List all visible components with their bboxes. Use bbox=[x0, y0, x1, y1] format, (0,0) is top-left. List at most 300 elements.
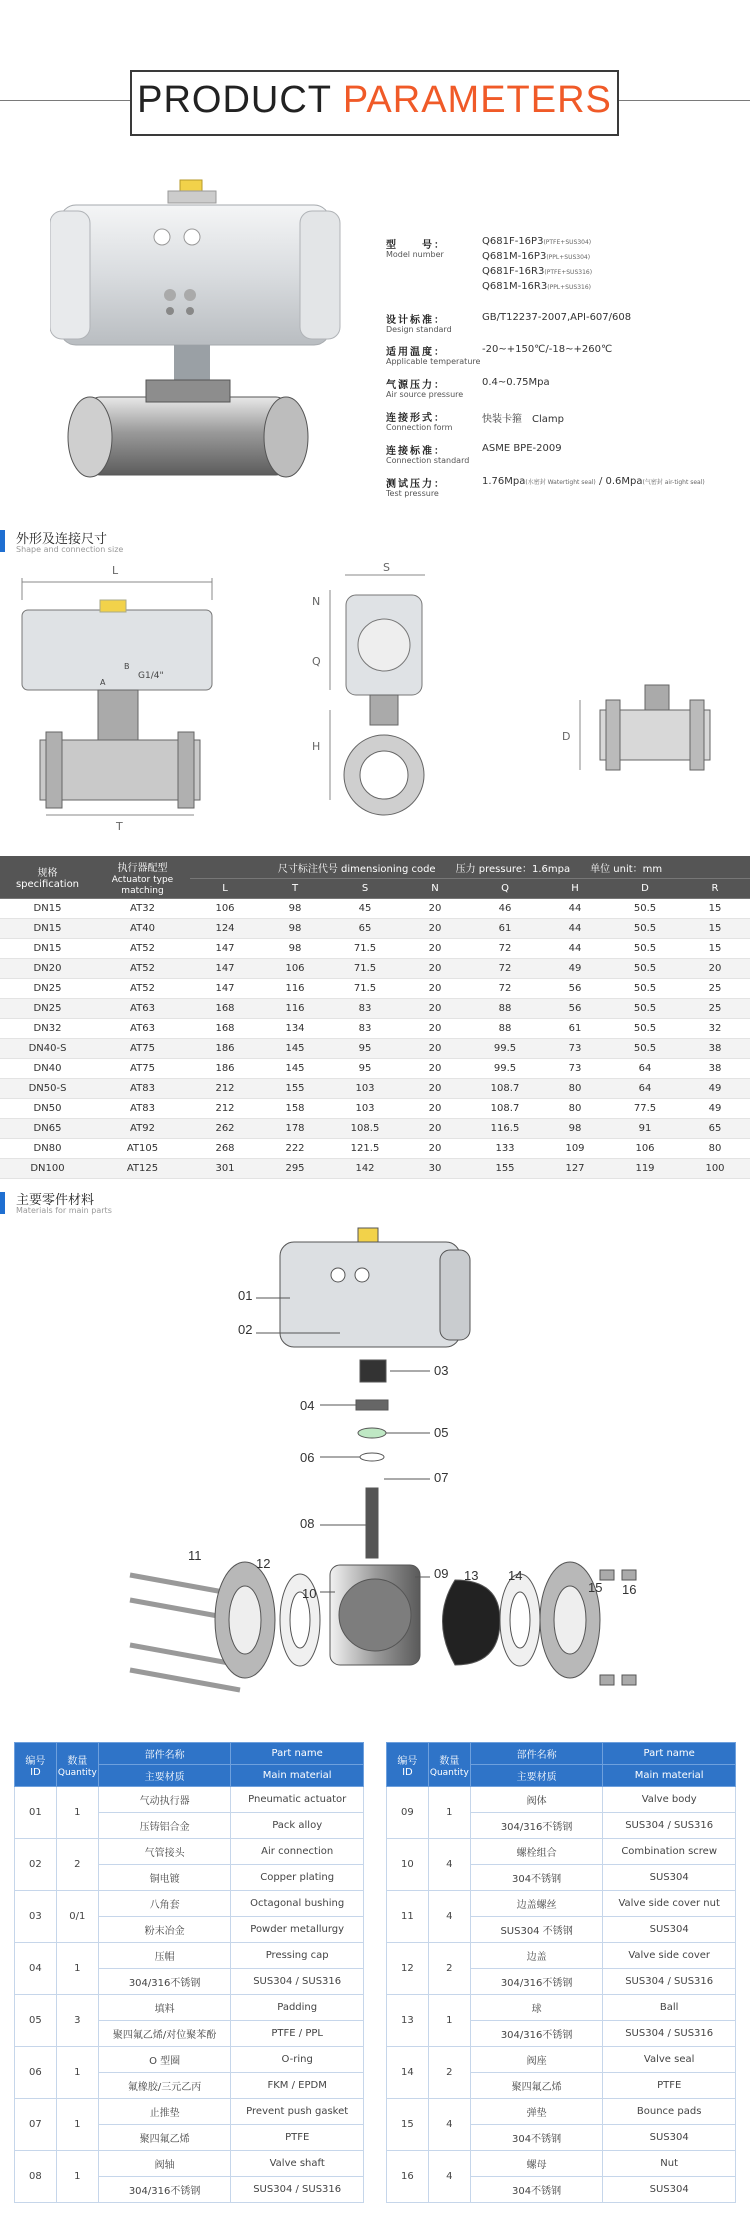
col-header-dim: N bbox=[400, 879, 470, 899]
table-row bbox=[0, 1039, 750, 1059]
dim-label-N: N bbox=[312, 595, 321, 608]
table-cell: 49 bbox=[680, 1079, 750, 1099]
table-cell: 124 bbox=[190, 919, 260, 939]
col-header-dim: L bbox=[190, 879, 260, 899]
table-cell: 95 bbox=[330, 1059, 400, 1079]
actuator-body bbox=[60, 205, 330, 345]
part-number-label: 12 bbox=[256, 1556, 271, 1571]
table-cell: DN15 bbox=[0, 939, 95, 959]
col-header-dim: H bbox=[540, 879, 610, 899]
parts-cell-mat-cn: 聚四氟乙烯 bbox=[98, 2125, 231, 2151]
parts-cell-name-en: Octagonal bushing bbox=[231, 1891, 364, 1917]
parts-cell-name-cn: 阀座 bbox=[470, 2047, 603, 2073]
table-cell: 50.5 bbox=[610, 1039, 680, 1059]
parts-cell-qty: 1 bbox=[56, 2151, 98, 2203]
parts-cell-name-en: Valve seal bbox=[603, 2047, 736, 2073]
parts-cell-mat-en: SUS304 bbox=[603, 1917, 736, 1943]
table-cell: 65 bbox=[330, 919, 400, 939]
parts-header-qty: 数量 Quantity bbox=[428, 1743, 470, 1787]
parts-cell-name-en: Pressing cap bbox=[231, 1943, 364, 1969]
table-cell: 99.5 bbox=[470, 1059, 540, 1079]
header-dimensioning-code: 尺寸标注代号 dimensioning code 压力 pressure：1.6mpa 单位 unit：mm bbox=[190, 856, 750, 879]
dim-label-Q: Q bbox=[312, 655, 321, 668]
param-value-model-1: Q681F-16P3(PTFE+SUS304) bbox=[482, 236, 592, 247]
part-number-label: 01 bbox=[238, 1288, 253, 1303]
parts-row bbox=[387, 1995, 736, 2021]
parts-cell-mat-cn: 压铸铝合金 bbox=[98, 1813, 231, 1839]
parts-header-qty: 数量 Quantity bbox=[56, 1743, 98, 1787]
table-cell: 116.5 bbox=[470, 1119, 540, 1139]
table-cell: DN25 bbox=[0, 999, 95, 1019]
table-cell: 142 bbox=[330, 1159, 400, 1179]
parts-header-mat-en: Main material bbox=[231, 1765, 364, 1787]
parts-cell-mat-cn: 氟橡胶/三元乙丙 bbox=[98, 2073, 231, 2099]
table-cell: 61 bbox=[470, 919, 540, 939]
parts-row bbox=[15, 1943, 364, 1969]
table-row bbox=[0, 899, 750, 919]
parts-cell-name-cn: 气动执行器 bbox=[98, 1787, 231, 1813]
table-cell: 301 bbox=[190, 1159, 260, 1179]
table-cell: 50.5 bbox=[610, 939, 680, 959]
parts-cell-mat-en: SUS304 bbox=[603, 2177, 736, 2203]
table-cell: AT52 bbox=[95, 979, 190, 999]
table-cell: 103 bbox=[330, 1079, 400, 1099]
param-label-temperature: 适用温度： bbox=[386, 347, 446, 358]
table-cell: 108.5 bbox=[330, 1119, 400, 1139]
parts-header-mat-en: Main material bbox=[603, 1765, 736, 1787]
parts-cell-mat-en: SUS304 / SUS316 bbox=[231, 2177, 364, 2203]
header-title-box bbox=[130, 70, 619, 136]
parts-cell-mat-en: FKM / EPDM bbox=[231, 2073, 364, 2099]
table-cell: 15 bbox=[680, 899, 750, 919]
table-cell: AT125 bbox=[95, 1159, 190, 1179]
table-cell: 88 bbox=[470, 1019, 540, 1039]
parts-cell-mat-en: Pack alloy bbox=[231, 1813, 364, 1839]
table-cell: 178 bbox=[260, 1119, 330, 1139]
table-cell: 32 bbox=[680, 1019, 750, 1039]
table-cell: 134 bbox=[260, 1019, 330, 1039]
table-cell: 95 bbox=[330, 1039, 400, 1059]
parts-cell-id: 16 bbox=[387, 2151, 429, 2203]
table-cell: DN15 bbox=[0, 899, 95, 919]
table-cell: 20 bbox=[400, 1099, 470, 1119]
table-cell: 20 bbox=[400, 1079, 470, 1099]
parts-cell-name-cn: 螺母 bbox=[470, 2151, 603, 2177]
parts-cell-mat-en: SUS304 / SUS316 bbox=[603, 2021, 736, 2047]
table-cell: 72 bbox=[470, 959, 540, 979]
table-cell: 99.5 bbox=[470, 1039, 540, 1059]
table-row bbox=[0, 979, 750, 999]
table-cell: 108.7 bbox=[470, 1079, 540, 1099]
table-cell: 20 bbox=[400, 919, 470, 939]
col-header-dim: T bbox=[260, 879, 330, 899]
parts-cell-mat-en: Copper plating bbox=[231, 1865, 364, 1891]
param-value-air: 0.4~0.75Mpa bbox=[482, 377, 550, 388]
table-cell: 106 bbox=[190, 899, 260, 919]
table-cell: 20 bbox=[400, 999, 470, 1019]
table-cell: DN40-S bbox=[0, 1039, 95, 1059]
parts-cell-qty: 2 bbox=[428, 2047, 470, 2099]
table-row bbox=[0, 1159, 750, 1179]
table-cell: 45 bbox=[330, 899, 400, 919]
table-cell: 72 bbox=[470, 939, 540, 959]
table-cell: 106 bbox=[610, 1139, 680, 1159]
parts-header-id: 编号 ID bbox=[387, 1743, 429, 1787]
parts-cell-name-cn: 弹垫 bbox=[470, 2099, 603, 2125]
param-sub-standard: Connection standard bbox=[386, 456, 470, 465]
parts-cell-name-cn: 边盖 bbox=[470, 1943, 603, 1969]
table-cell: 73 bbox=[540, 1059, 610, 1079]
part-number-label: 13 bbox=[464, 1568, 479, 1583]
part-number-label: 10 bbox=[302, 1586, 317, 1601]
parts-cell-id: 15 bbox=[387, 2099, 429, 2151]
table-cell: 116 bbox=[260, 979, 330, 999]
parts-row bbox=[387, 2099, 736, 2125]
parts-cell-id: 09 bbox=[387, 1787, 429, 1839]
col-header-spec: 规格 specification bbox=[0, 856, 95, 899]
table-row bbox=[0, 1099, 750, 1119]
part-number-label: 07 bbox=[434, 1470, 449, 1485]
exploded-view bbox=[0, 1220, 750, 1725]
param-sub-model: Model number bbox=[386, 250, 444, 259]
parts-cell-qty: 4 bbox=[428, 1891, 470, 1943]
table-cell: 80 bbox=[540, 1079, 610, 1099]
parts-row bbox=[15, 2151, 364, 2177]
table-cell: 49 bbox=[540, 959, 610, 979]
parts-row bbox=[15, 1891, 364, 1917]
parts-row bbox=[387, 1839, 736, 1865]
part-number-label: 02 bbox=[238, 1322, 253, 1337]
parts-cell-name-en: Valve shaft bbox=[231, 2151, 364, 2177]
table-row bbox=[0, 1059, 750, 1079]
parts-cell-mat-cn: 304/316不锈钢 bbox=[470, 1813, 603, 1839]
parts-cell-name-en: O-ring bbox=[231, 2047, 364, 2073]
table-cell: AT83 bbox=[95, 1099, 190, 1119]
parts-cell-mat-en: PTFE bbox=[231, 2125, 364, 2151]
table-cell: 50.5 bbox=[610, 1019, 680, 1039]
table-cell: AT63 bbox=[95, 1019, 190, 1039]
parts-cell-name-cn: 阀体 bbox=[470, 1787, 603, 1813]
parts-cell-id: 01 bbox=[15, 1787, 57, 1839]
param-value-model-2: Q681M-16P3(PPL+SUS304) bbox=[482, 251, 591, 262]
parts-cell-qty: 2 bbox=[56, 1839, 98, 1891]
table-cell: 44 bbox=[540, 899, 610, 919]
param-sub-temperature: Applicable temperature bbox=[386, 357, 481, 366]
table-cell: 15 bbox=[680, 939, 750, 959]
param-label-standard: 连接标准： bbox=[386, 446, 446, 457]
table-cell: 103 bbox=[330, 1099, 400, 1119]
param-label-air: 气源压力： bbox=[386, 380, 446, 391]
parts-header-name-cn: 部件名称 bbox=[470, 1743, 603, 1765]
parts-cell-mat-cn: SUS304 不锈钢 bbox=[470, 1917, 603, 1943]
parts-cell-qty: 1 bbox=[56, 2047, 98, 2099]
param-value-model-3: Q681F-16R3(PTFE+SUS316) bbox=[482, 266, 593, 277]
table-cell: 56 bbox=[540, 979, 610, 999]
parts-cell-qty: 4 bbox=[428, 2099, 470, 2151]
parts-cell-name-cn: 边盖螺丝 bbox=[470, 1891, 603, 1917]
table-row bbox=[0, 1139, 750, 1159]
parts-cell-mat-en: SUS304 / SUS316 bbox=[603, 1813, 736, 1839]
table-row bbox=[0, 999, 750, 1019]
parts-row bbox=[387, 1787, 736, 1813]
parts-cell-name-cn: 球 bbox=[470, 1995, 603, 2021]
table-cell: 145 bbox=[260, 1039, 330, 1059]
parts-cell-id: 08 bbox=[15, 2151, 57, 2203]
table-cell: DN32 bbox=[0, 1019, 95, 1039]
part-number-label: 08 bbox=[300, 1516, 315, 1531]
table-cell: 186 bbox=[190, 1059, 260, 1079]
section-subtitle-materials: Materials for main parts bbox=[16, 1206, 112, 1215]
parts-row bbox=[387, 1943, 736, 1969]
parts-row bbox=[15, 1787, 364, 1813]
parts-cell-name-en: Combination screw bbox=[603, 1839, 736, 1865]
parts-cell-id: 04 bbox=[15, 1943, 57, 1995]
table-cell: 73 bbox=[540, 1039, 610, 1059]
table-cell: AT75 bbox=[95, 1039, 190, 1059]
table-cell: 46 bbox=[470, 899, 540, 919]
parts-cell-mat-en: SUS304 / SUS316 bbox=[603, 1969, 736, 1995]
table-cell: 145 bbox=[260, 1059, 330, 1079]
table-cell: 80 bbox=[540, 1099, 610, 1119]
part-number-label: 03 bbox=[434, 1363, 449, 1378]
table-cell: 20 bbox=[400, 899, 470, 919]
parts-cell-mat-en: SUS304 / SUS316 bbox=[231, 1969, 364, 1995]
table-cell: 80 bbox=[680, 1139, 750, 1159]
parts-cell-mat-cn: 粉末冶金 bbox=[98, 1917, 231, 1943]
part-number-label: 04 bbox=[300, 1398, 315, 1413]
table-cell: 64 bbox=[610, 1079, 680, 1099]
table-row bbox=[0, 1119, 750, 1139]
table-cell: 50.5 bbox=[610, 999, 680, 1019]
table-cell: 56 bbox=[540, 999, 610, 1019]
table-cell: 50.5 bbox=[610, 919, 680, 939]
parts-cell-name-cn: 填料 bbox=[98, 1995, 231, 2021]
part-number-label: 05 bbox=[434, 1425, 449, 1440]
param-value-temperature: -20~+150℃/-18~+260℃ bbox=[482, 344, 613, 355]
table-cell: 61 bbox=[540, 1019, 610, 1039]
parts-cell-mat-en: SUS304 bbox=[603, 2125, 736, 2151]
parts-header-mat-cn: 主要材质 bbox=[98, 1765, 231, 1787]
parts-cell-id: 06 bbox=[15, 2047, 57, 2099]
parts-cell-qty: 3 bbox=[56, 1995, 98, 2047]
table-cell: 222 bbox=[260, 1139, 330, 1159]
dimension-table bbox=[0, 856, 750, 1179]
table-cell: 108.7 bbox=[470, 1099, 540, 1119]
parts-cell-mat-cn: 304不锈钢 bbox=[470, 2177, 603, 2203]
table-cell: 109 bbox=[540, 1139, 610, 1159]
table-row bbox=[0, 1019, 750, 1039]
table-cell: 20 bbox=[400, 939, 470, 959]
table-cell: 20 bbox=[400, 1019, 470, 1039]
parts-cell-qty: 2 bbox=[428, 1943, 470, 1995]
parts-cell-mat-cn: 304/316不锈钢 bbox=[470, 1969, 603, 1995]
col-header-dim: D bbox=[610, 879, 680, 899]
table-cell: 147 bbox=[190, 959, 260, 979]
param-sub-air: Air source pressure bbox=[386, 390, 464, 399]
table-cell: 168 bbox=[190, 1019, 260, 1039]
parts-row bbox=[387, 2047, 736, 2073]
parts-cell-name-en: Ball bbox=[603, 1995, 736, 2021]
parts-cell-id: 14 bbox=[387, 2047, 429, 2099]
table-cell: 72 bbox=[470, 979, 540, 999]
parts-row bbox=[15, 2099, 364, 2125]
parts-cell-mat-cn: 304/316不锈钢 bbox=[470, 2021, 603, 2047]
table-cell: 30 bbox=[400, 1159, 470, 1179]
section-title-shape: 外形及连接尺寸 bbox=[16, 532, 108, 547]
param-label-test: 测试压力： bbox=[386, 479, 446, 490]
table-cell: 83 bbox=[330, 999, 400, 1019]
parts-cell-id: 05 bbox=[15, 1995, 57, 2047]
table-cell: DN50-S bbox=[0, 1079, 95, 1099]
title-word-product: PRODUCT bbox=[137, 79, 332, 121]
table-cell: AT52 bbox=[95, 959, 190, 979]
parts-cell-mat-cn: 铜电镀 bbox=[98, 1865, 231, 1891]
parts-cell-id: 10 bbox=[387, 1839, 429, 1891]
parts-cell-qty: 4 bbox=[428, 1839, 470, 1891]
param-sub-design: Design standard bbox=[386, 325, 452, 334]
table-cell: 133 bbox=[470, 1139, 540, 1159]
table-cell: 155 bbox=[260, 1079, 330, 1099]
parts-cell-mat-cn: 304/316不锈钢 bbox=[98, 2177, 231, 2203]
param-value-connection: 快装卡箍 Clamp bbox=[482, 414, 564, 425]
table-cell: 127 bbox=[540, 1159, 610, 1179]
table-cell: 25 bbox=[680, 999, 750, 1019]
table-row bbox=[0, 919, 750, 939]
table-cell: AT83 bbox=[95, 1079, 190, 1099]
parts-cell-mat-en: SUS304 bbox=[603, 1865, 736, 1891]
parts-cell-name-en: Air connection bbox=[231, 1839, 364, 1865]
part-number-label: 14 bbox=[508, 1568, 523, 1583]
port-b-label: B bbox=[124, 662, 130, 671]
col-header-dim: S bbox=[330, 879, 400, 899]
table-cell: 121.5 bbox=[330, 1139, 400, 1159]
parts-header-name-en: Part name bbox=[231, 1743, 364, 1765]
table-cell: 116 bbox=[260, 999, 330, 1019]
section-subtitle-shape: Shape and connection size bbox=[16, 545, 124, 554]
table-cell: 20 bbox=[400, 1039, 470, 1059]
parts-cell-qty: 0/1 bbox=[56, 1891, 98, 1943]
param-label-connection: 连接形式： bbox=[386, 413, 446, 424]
param-value-standard: ASME BPE-2009 bbox=[482, 443, 562, 454]
table-cell: 88 bbox=[470, 999, 540, 1019]
dim-label-T: T bbox=[116, 820, 123, 833]
table-row bbox=[0, 1079, 750, 1099]
table-cell: AT75 bbox=[95, 1059, 190, 1079]
table-cell: 50.5 bbox=[610, 959, 680, 979]
table-cell: 44 bbox=[540, 939, 610, 959]
parts-cell-qty: 1 bbox=[428, 1995, 470, 2047]
param-value-design: GB/T12237-2007,API-607/608 bbox=[482, 312, 632, 323]
table-cell: 25 bbox=[680, 979, 750, 999]
dim-label-H: H bbox=[312, 740, 321, 753]
table-cell: 65 bbox=[680, 1119, 750, 1139]
table-cell: 49 bbox=[680, 1099, 750, 1119]
col-header-actuator: 执行器配型 Actuator type matching bbox=[95, 856, 190, 899]
parts-cell-mat-cn: 304不锈钢 bbox=[470, 1865, 603, 1891]
parts-header-name-en: Part name bbox=[603, 1743, 736, 1765]
part-number-label: 11 bbox=[188, 1548, 202, 1563]
table-cell: 212 bbox=[190, 1099, 260, 1119]
table-cell: 119 bbox=[610, 1159, 680, 1179]
table-cell: 168 bbox=[190, 999, 260, 1019]
parts-cell-name-en: Pneumatic actuator bbox=[231, 1787, 364, 1813]
table-cell: 77.5 bbox=[610, 1099, 680, 1119]
dim-label-L: L bbox=[112, 564, 119, 577]
part-number-label: 16 bbox=[622, 1582, 637, 1597]
dim-label-D: D bbox=[562, 730, 571, 743]
table-cell: 158 bbox=[260, 1099, 330, 1119]
table-cell: 20 bbox=[680, 959, 750, 979]
parts-cell-qty: 1 bbox=[56, 2099, 98, 2151]
table-cell: AT92 bbox=[95, 1119, 190, 1139]
table-cell: 98 bbox=[540, 1119, 610, 1139]
section-bar-shape bbox=[0, 530, 5, 552]
param-value-model-4: Q681M-16R3(PPL+SUS316) bbox=[482, 281, 591, 292]
table-cell: DN15 bbox=[0, 919, 95, 939]
parts-cell-name-cn: 气管接头 bbox=[98, 1839, 231, 1865]
table-cell: 20 bbox=[400, 959, 470, 979]
product-render bbox=[50, 175, 370, 515]
parts-row bbox=[15, 1839, 364, 1865]
parts-cell-mat-cn: 304不锈钢 bbox=[470, 2125, 603, 2151]
parts-cell-name-cn: 八角套 bbox=[98, 1891, 231, 1917]
parts-cell-name-en: Valve side cover nut bbox=[603, 1891, 736, 1917]
table-cell: 147 bbox=[190, 939, 260, 959]
param-label-design: 设计标准： bbox=[386, 315, 446, 326]
section-bar-materials bbox=[0, 1192, 5, 1214]
table-cell: 98 bbox=[260, 939, 330, 959]
table-cell: 20 bbox=[400, 1059, 470, 1079]
table-cell: 50.5 bbox=[610, 979, 680, 999]
table-cell: DN100 bbox=[0, 1159, 95, 1179]
table-row bbox=[0, 939, 750, 959]
table-cell: 83 bbox=[330, 1019, 400, 1039]
table-cell: DN25 bbox=[0, 979, 95, 999]
table-row bbox=[0, 959, 750, 979]
part-number-label: 06 bbox=[300, 1450, 315, 1465]
table-cell: 20 bbox=[400, 1119, 470, 1139]
parts-cell-id: 03 bbox=[15, 1891, 57, 1943]
parts-header-id: 编号 ID bbox=[15, 1743, 57, 1787]
parts-row bbox=[15, 1995, 364, 2021]
dimension-drawings bbox=[0, 560, 750, 855]
parts-cell-name-en: Bounce pads bbox=[603, 2099, 736, 2125]
table-cell: 155 bbox=[470, 1159, 540, 1179]
parts-cell-qty: 1 bbox=[428, 1787, 470, 1839]
table-cell: DN80 bbox=[0, 1139, 95, 1159]
parts-cell-name-en: Prevent push gasket bbox=[231, 2099, 364, 2125]
col-header-dim: R bbox=[680, 879, 750, 899]
table-cell: 186 bbox=[190, 1039, 260, 1059]
parts-cell-name-cn: 压帽 bbox=[98, 1943, 231, 1969]
parts-cell-name-en: Valve body bbox=[603, 1787, 736, 1813]
param-value-test: 1.76Mpa(水密封 Watertight seal) / 0.6Mpa(气密封 air-tight seal) bbox=[482, 476, 705, 487]
parts-cell-mat-cn: 聚四氟乙烯/对位聚苯酚 bbox=[98, 2021, 231, 2047]
part-number-label: 09 bbox=[434, 1566, 449, 1581]
parts-row bbox=[387, 2151, 736, 2177]
table-cell: 262 bbox=[190, 1119, 260, 1139]
param-label-model: 型 号： bbox=[386, 240, 446, 251]
table-cell: 44 bbox=[540, 919, 610, 939]
table-cell: DN50 bbox=[0, 1099, 95, 1119]
parts-cell-qty: 4 bbox=[428, 2151, 470, 2203]
parts-cell-name-cn: 阀轴 bbox=[98, 2151, 231, 2177]
parts-cell-name-en: Padding bbox=[231, 1995, 364, 2021]
parts-cell-name-en: Valve side cover bbox=[603, 1943, 736, 1969]
page-title bbox=[132, 79, 617, 122]
parts-row bbox=[387, 1891, 736, 1917]
parts-cell-id: 13 bbox=[387, 1995, 429, 2047]
